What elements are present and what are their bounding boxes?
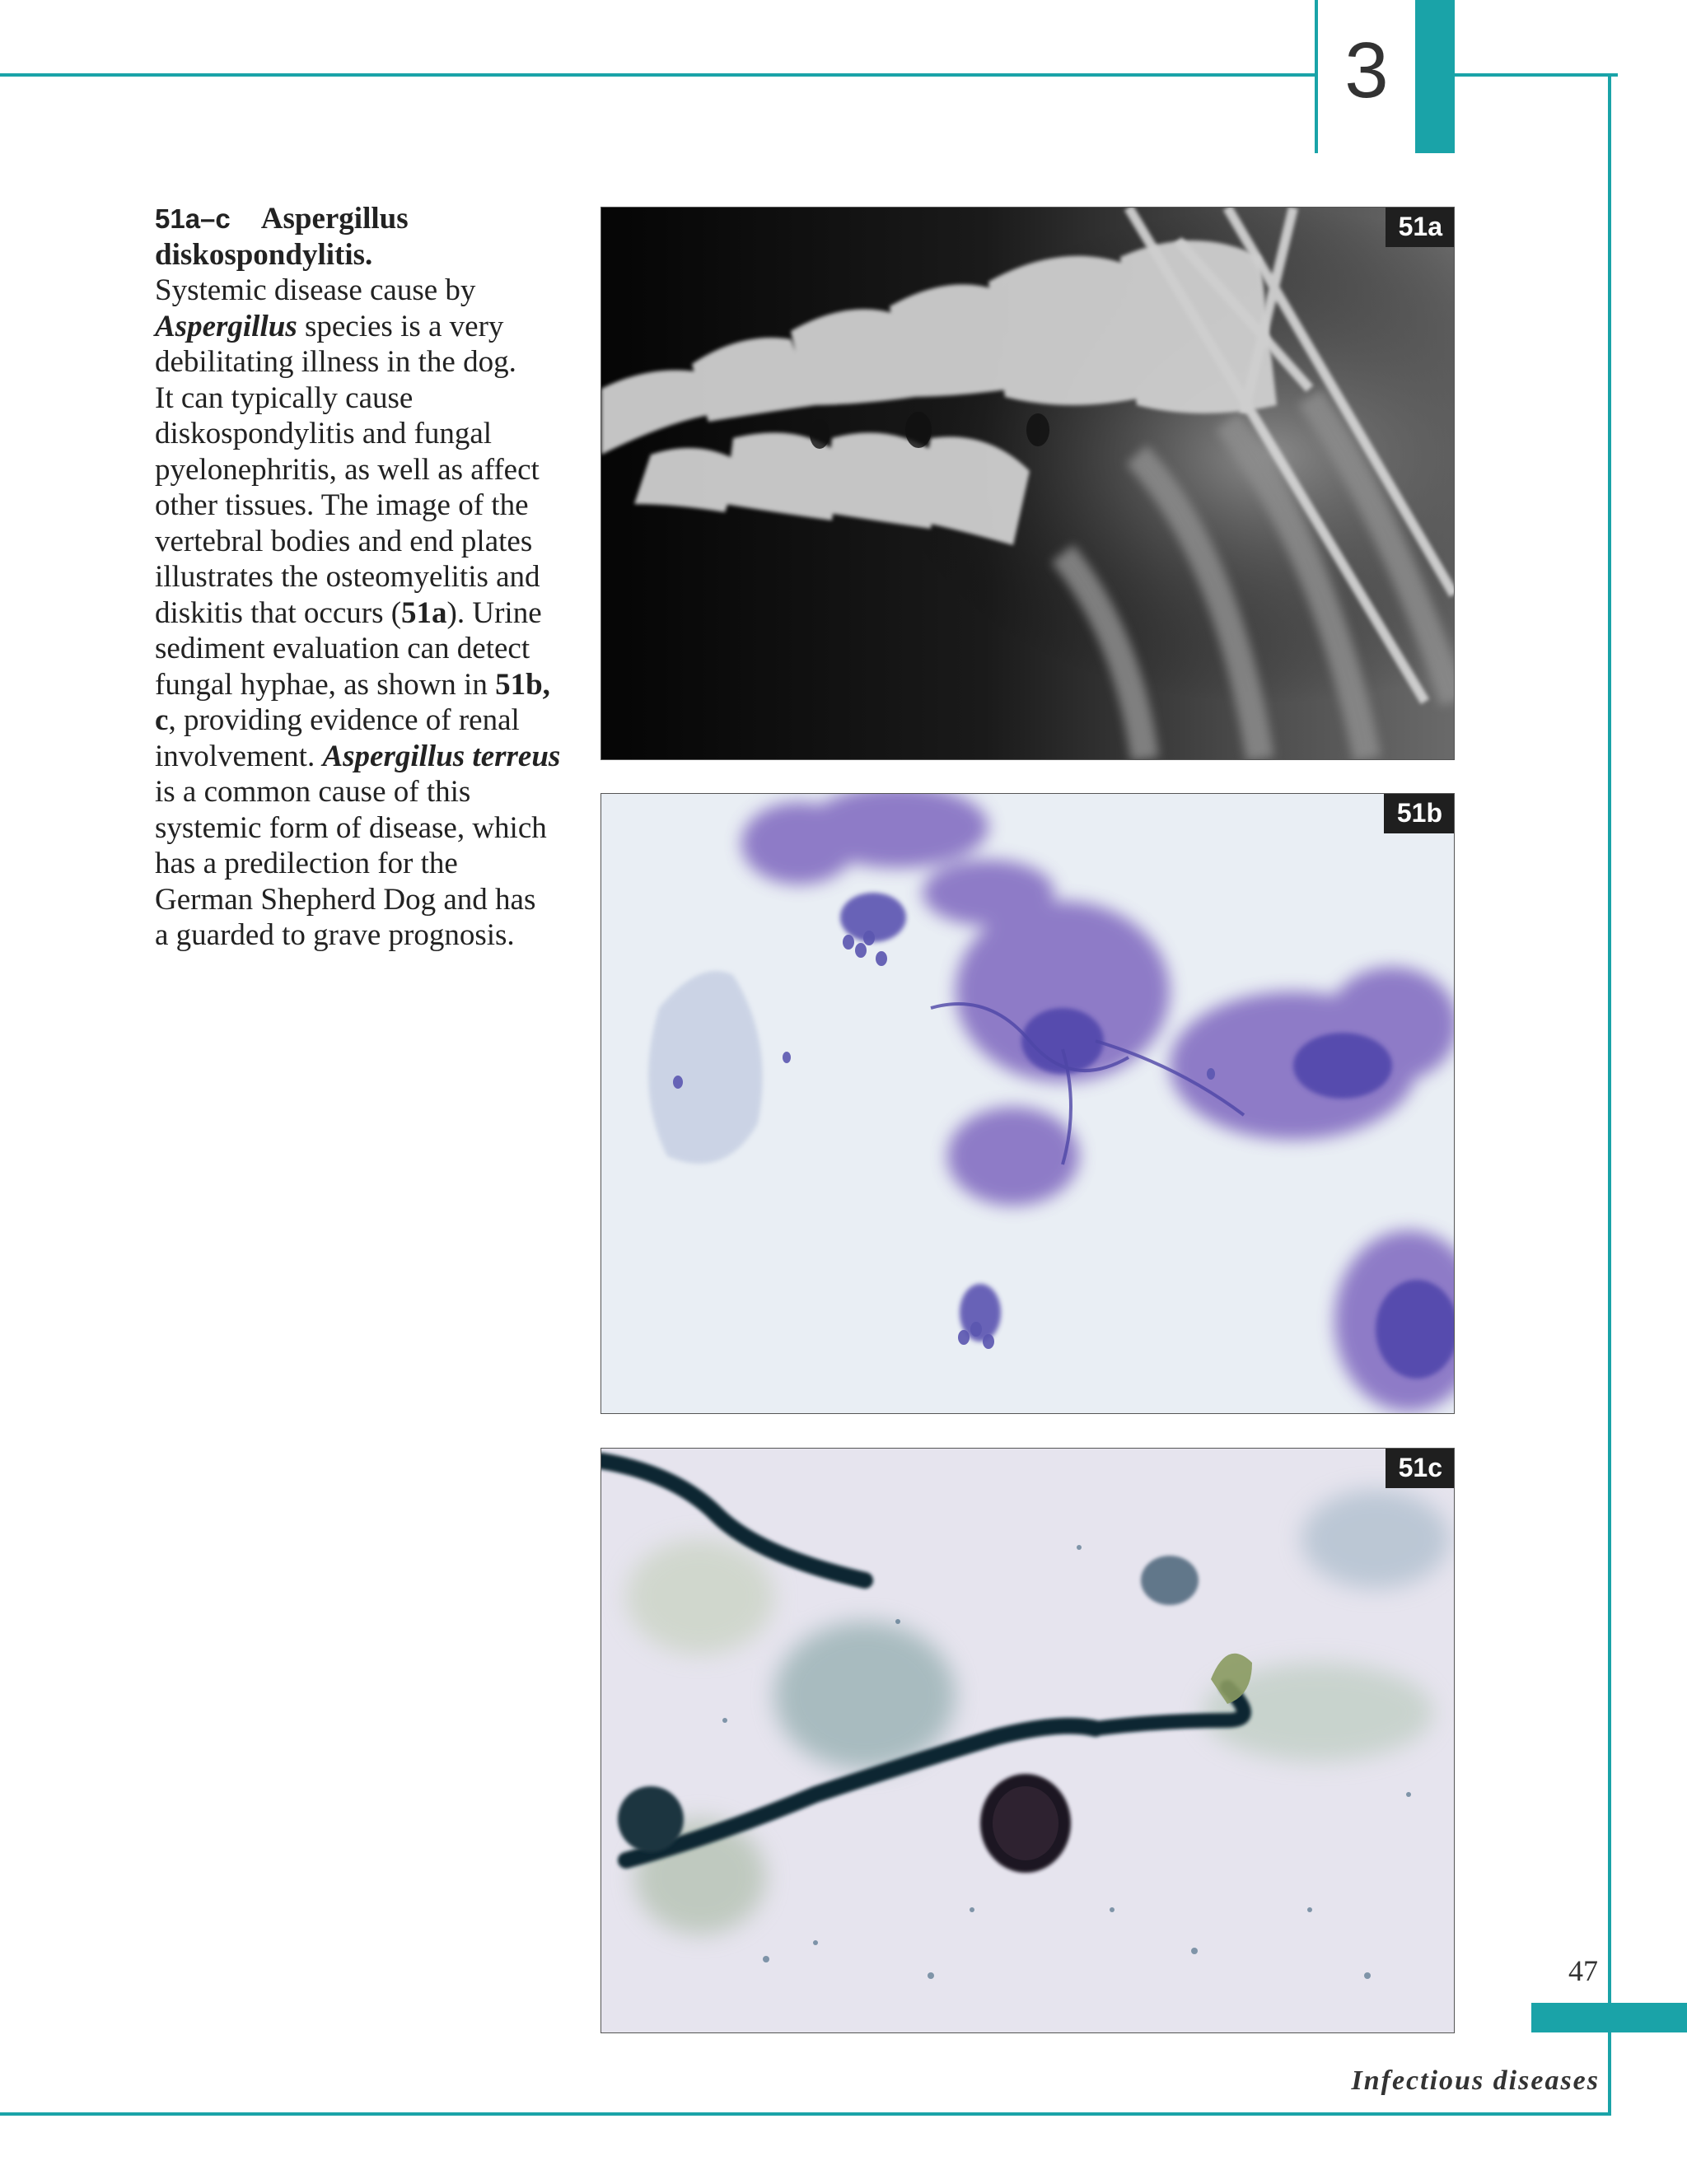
caption-line xyxy=(155,595,567,632)
right-rule xyxy=(1608,73,1611,2116)
micrograph-image-b xyxy=(601,794,1454,1413)
bottom-rule xyxy=(0,2112,1611,2116)
figure-caption xyxy=(155,201,567,954)
running-head: Infectious diseases xyxy=(1351,2065,1600,2096)
caption-line: systemic form of disease, which xyxy=(155,810,547,845)
caption-line: German Shepherd Dog and has xyxy=(155,882,536,917)
caption-heading-line-1 xyxy=(155,201,567,237)
caption-italic-term: Aspergillus xyxy=(155,309,297,343)
caption-line: illustrates the osteomyelitis and xyxy=(155,560,540,594)
figure-51a-radiograph xyxy=(600,207,1455,760)
caption-line: diskospondylitis and fungal xyxy=(155,417,493,450)
caption-text: , providing evidence of renal xyxy=(168,703,520,737)
radiograph-image xyxy=(601,208,1454,759)
caption-text: ). Urine xyxy=(446,595,542,630)
caption-line xyxy=(155,309,567,345)
caption-text: diskitis that occurs ( xyxy=(155,595,402,630)
caption-figure-ref: 51a xyxy=(401,595,447,630)
caption-line: has a predilection for the xyxy=(155,847,458,880)
figure-label-51c: 51c xyxy=(1386,1449,1454,1488)
caption-figure-id: 51a–c xyxy=(155,203,231,234)
caption-line: is a common cause of this xyxy=(155,775,471,809)
chapter-tab-bar xyxy=(1415,0,1455,153)
micrograph-image-c xyxy=(601,1449,1454,2032)
top-rule-left xyxy=(0,73,1315,77)
caption-line: Systemic disease cause by xyxy=(155,273,476,307)
chapter-tab-rule xyxy=(1315,0,1318,153)
caption-title-part-1: Aspergillus xyxy=(260,202,409,236)
caption-line: It can typically cause xyxy=(155,380,414,415)
top-rule-right xyxy=(1455,73,1618,77)
caption-line: other tissues. The image of the xyxy=(155,488,529,522)
caption-italic-term: Aspergillus terreus xyxy=(322,739,561,773)
caption-line: vertebral bodies and end plates xyxy=(155,524,533,558)
caption-line xyxy=(155,739,567,775)
caption-line: sediment evaluation can detect xyxy=(155,632,530,665)
caption-line: a guarded to grave prognosis. xyxy=(155,918,515,952)
caption-line xyxy=(155,667,567,703)
caption-title-part-2: diskospondylitis. xyxy=(155,237,373,272)
chapter-number: 3 xyxy=(1344,26,1389,114)
caption-line xyxy=(155,702,567,739)
caption-text: involvement. xyxy=(155,739,323,773)
caption-line: debilitating illness in the dog. xyxy=(155,345,516,379)
caption-figure-ref: 51b, xyxy=(495,667,550,702)
figure-label-51a: 51a xyxy=(1386,208,1454,247)
caption-text: species is a very xyxy=(297,309,504,343)
page-number: 47 xyxy=(1568,1954,1598,1987)
figure-51b-micrograph xyxy=(600,793,1455,1414)
figure-label-51b: 51b xyxy=(1384,794,1454,833)
page-number-tab xyxy=(1531,2003,1687,2032)
figure-51c-micrograph xyxy=(600,1448,1455,2033)
caption-line: pyelonephritis, as well as affect xyxy=(155,452,540,487)
caption-figure-ref: c xyxy=(155,703,169,737)
caption-text: fungal hyphae, as shown in xyxy=(155,667,496,702)
